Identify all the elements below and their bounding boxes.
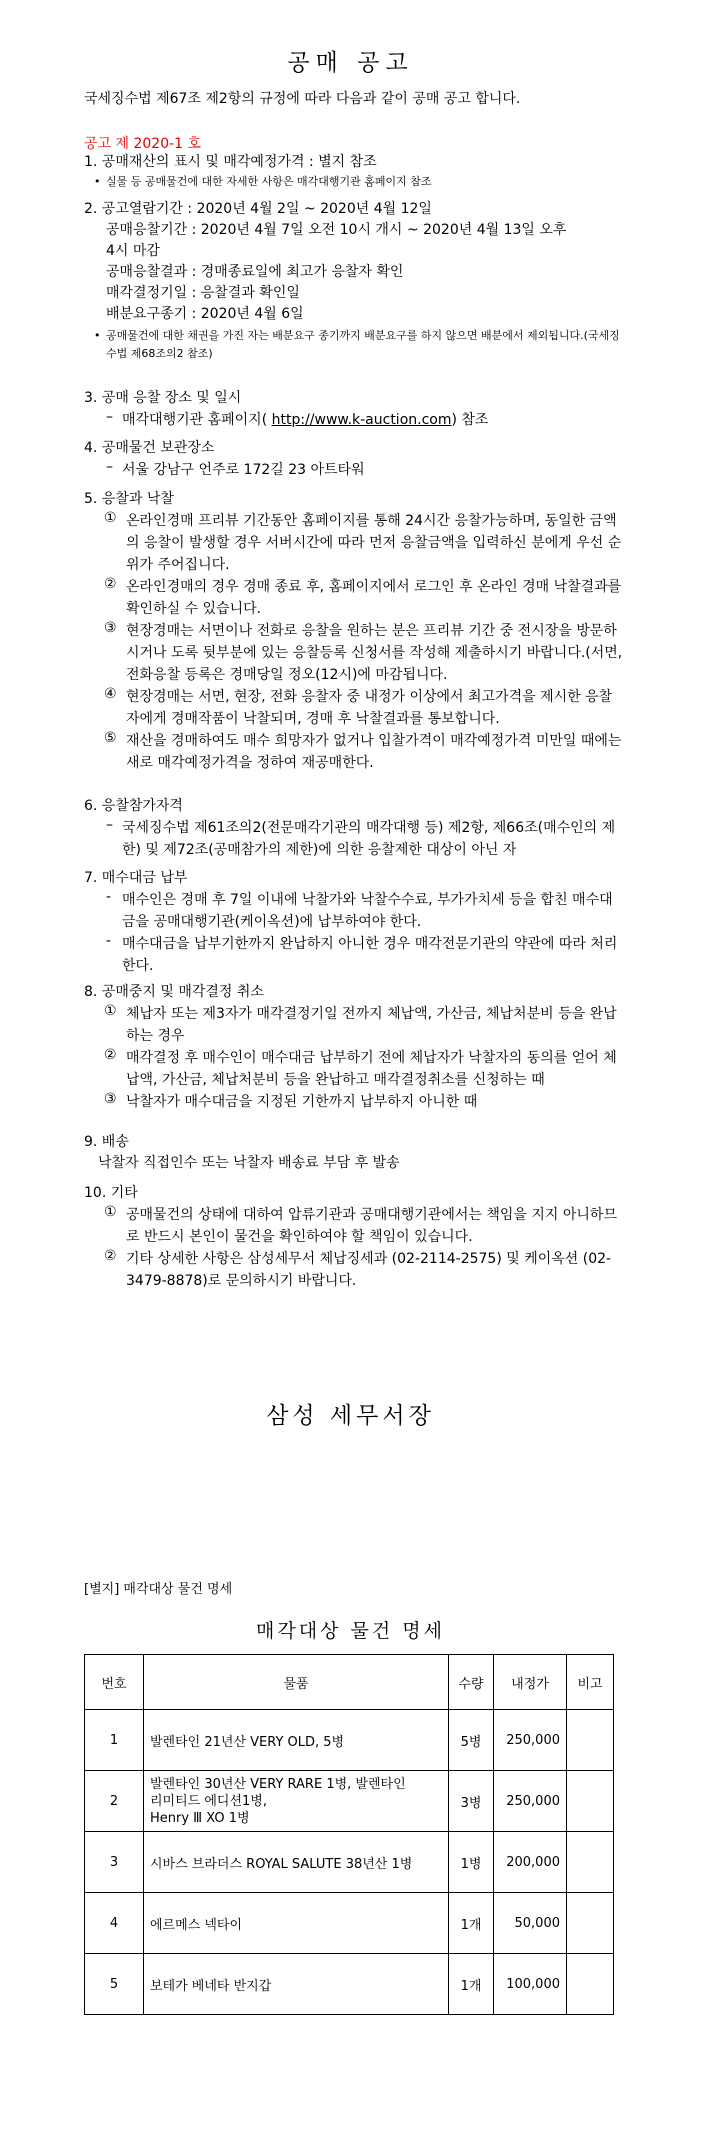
section-5-item <box>84 510 624 576</box>
cell-qty: 1개 <box>449 1893 494 1954</box>
cell-note <box>567 1832 614 1893</box>
item-marker: ② <box>104 1248 117 1264</box>
cell-item <box>144 1771 449 1832</box>
cell-item-line: Henry Ⅲ XO 1병 <box>150 1810 250 1826</box>
bid-result-line: 공매응찰결과 : 경매종료일에 최고가 응찰자 확인 <box>106 264 404 280</box>
section-5-heading: 5. 응찰과 낙찰 <box>84 491 174 507</box>
cell-price: 250,000 <box>494 1710 567 1771</box>
item-marker: ④ <box>104 686 117 702</box>
section-8-item <box>84 1047 624 1091</box>
item-text: 공매물건의 상태에 대하여 압류기관과 공매대행기관에서는 책임을 지지 아니하므로 반드시 본인이 물건을 확인하여야 할 책임이 있습니다. <box>126 1207 617 1245</box>
section-3-line: – 매각대행기관 홈페이지( http://www.k-auction.com) 참조 <box>106 409 489 428</box>
section-6 <box>84 796 624 861</box>
section-2-heading: 2. 공고열람기간 : 2020년 4월 2일 ~ 2020년 4월 12일 <box>84 201 432 217</box>
intro-text: 국세징수법 제67조 제2항의 규정에 따라 다음과 같이 공매 공고 합니다. <box>84 91 521 107</box>
item-text: 체납자 또는 제3자가 매각결정기일 전까지 체납액, 가산금, 체납처분비 등을 완납하는 경우 <box>126 1006 617 1044</box>
item-marker: ① <box>104 1003 117 1019</box>
header-qty: 수량 <box>449 1655 494 1710</box>
cell-item-line: 리미티드 에디션1병, <box>150 1793 267 1809</box>
cell-item-line: 발렌타인 21년산 VERY OLD, 5병 <box>150 1734 345 1750</box>
section-10-item <box>84 1248 624 1292</box>
item-marker: ③ <box>104 1091 117 1107</box>
notice-number: 공고 제 2020-1 호 <box>84 136 202 152</box>
cell-price: 250,000 <box>494 1771 567 1832</box>
cell-qty: 1병 <box>449 1832 494 1893</box>
section-5-item <box>84 686 624 730</box>
cell-price: 200,000 <box>494 1832 567 1893</box>
table-row <box>85 1710 614 1771</box>
section-4 <box>84 438 624 481</box>
section-7-heading: 7. 매수대금 납부 <box>84 870 188 886</box>
section-2-note: • 공매물건에 대한 채권을 가진 자는 배분요구 종기까지 배분요구를 하지 않으면 배분에서 제외됩니다.(국세징수법 제68조의2 참조) <box>84 327 624 363</box>
distribution-deadline-line: 배분요구종기 : 2020년 4월 6일 <box>106 306 304 322</box>
bid-close-line: 4시 마감 <box>106 243 160 259</box>
cell-item-line: 시바스 브라더스 ROYAL SALUTE 38년산 1병 <box>150 1856 413 1872</box>
cell-item <box>144 1954 449 2015</box>
item-text: 온라인경매의 경우 경매 종료 후, 홈페이지에서 로그인 후 온라인 경매 낙찰결과를 확인하실 수 있습니다. <box>126 579 622 617</box>
section-5-item <box>84 576 624 620</box>
item-marker: - <box>106 889 112 905</box>
section-8 <box>84 982 624 1113</box>
cell-qty: 3병 <box>449 1771 494 1832</box>
cell-item <box>144 1893 449 1954</box>
annex-title: 매각대상 물건 명세 <box>256 1620 445 1642</box>
k-auction-link[interactable]: http://www.k-auction.com <box>271 412 452 428</box>
item-text: 온라인경매 프리뷰 기간동안 홈페이지를 통해 24시간 응찰가능하며, 동일한 금액의 응찰이 발생할 경우 서버시간에 따라 먼저 응찰금액을 입력하신 분에게 우선 순위가 주어집니다. <box>126 513 622 573</box>
cell-note <box>567 1893 614 1954</box>
cell-item-line: 보테가 베네타 반지갑 <box>150 1978 272 1994</box>
cell-item <box>144 1832 449 1893</box>
storage-address: 서울 강남구 언주로 172길 23 아트타워 <box>122 462 365 478</box>
section-10-item <box>84 1204 624 1248</box>
section-3-prefix: 매각대행기관 홈페이지( <box>122 412 268 428</box>
item-text: 기타 상세한 사항은 삼성세무서 체납징세과 (02-2114-2575) 및 케이옥션 (02-3479-8878)로 문의하시기 바랍니다. <box>126 1251 612 1289</box>
section-8-heading: 8. 공매중지 및 매각결정 취소 <box>84 984 264 1000</box>
item-text: 현장경매는 서면이나 전화로 응찰을 원하는 분은 프리뷰 기간 중 전시장을 방문하시거나 도록 뒷부분에 있는 응찰등록 신청서를 작성해 제출하시기 바랍니다.(서면, 전화응찰 등록은 경매당일 정오(12시)에 마감됩니다. <box>126 623 623 683</box>
item-text: 현장경매는 서면, 현장, 전화 응찰자 중 내정가 이상에서 최고가격을 제시한 응찰자에게 경매작품이 낙찰되며, 경매 후 낙찰결과를 통보합니다. <box>126 689 613 727</box>
decision-date-line: 매각결정기일 : 응찰결과 확인일 <box>106 285 300 301</box>
item-text: 매수인은 경매 후 7일 이내에 낙찰가와 낙찰수수료, 부가가치세 등을 합친 매수대금을 공매대행기관(케이옥션)에 납부하여야 한다. <box>122 892 613 930</box>
table-row <box>85 1893 614 1954</box>
bid-period-line: 공매응찰기간 : 2020년 4월 7일 오전 10시 개시 ~ 2020년 4월 13일 오후 <box>106 222 567 238</box>
item-text: 매각결정 후 매수인이 매수대금 납부하기 전에 체납자가 낙찰자의 동의를 얻어 체납액, 가산금, 체납처분비 등을 완납하고 매각결정취소를 신청하는 때 <box>126 1050 617 1088</box>
section-1-heading: 1. 공매재산의 표시 및 매각예정가격 : 별지 참조 <box>84 154 377 170</box>
cell-item-line: 에르메스 넥타이 <box>150 1917 243 1933</box>
section-4-line: – 서울 강남구 언주로 172길 23 아트타워 <box>84 459 624 481</box>
table-row <box>85 1954 614 2015</box>
section-2-note-text: 공매물건에 대한 채권을 가진 자는 배분요구 종기까지 배분요구를 하지 않으면 배분에서 제외됩니다.(국세징수법 제68조의2 참조) <box>106 329 620 360</box>
item-marker: ⑤ <box>104 730 117 746</box>
cell-no: 2 <box>85 1771 144 1832</box>
item-marker: ③ <box>104 620 117 636</box>
section-7-item <box>84 889 624 933</box>
section-3-heading: 3. 공매 응찰 장소 및 일시 <box>84 390 242 406</box>
item-marker: ① <box>104 1204 117 1220</box>
cell-qty: 1개 <box>449 1954 494 2015</box>
cell-no: 5 <box>85 1954 144 2015</box>
table-row <box>85 1832 614 1893</box>
item-text: 매수대금을 납부기한까지 완납하지 아니한 경우 매각전문기관의 약관에 따라 처리한다. <box>122 936 618 974</box>
section-1-note: • 실물 등 공매물건에 대한 자세한 사항은 매각대행기관 홈페이지 참조 <box>84 173 624 191</box>
cell-note <box>567 1710 614 1771</box>
item-text: 재산을 경매하여도 매수 희망자가 없거나 입찰가격이 매각예정가격 미만일 때에는 새로 매각예정가격을 정하여 재공매한다. <box>126 733 622 771</box>
section-5-item <box>84 730 624 774</box>
cell-note <box>567 1954 614 2015</box>
delivery-text: 낙찰자 직접인수 또는 낙찰자 배송료 부담 후 발송 <box>98 1155 400 1171</box>
section-5 <box>84 489 624 774</box>
tax-office-signature: 삼성 세무서장 <box>266 1403 435 1429</box>
eligibility-text: 국세징수법 제61조의2(전문매각기관의 매각대행 등) 제2항, 제66조(매수인의 제한) 및 제72조(공매참가의 제한)에 의한 응찰제한 대상이 아닌 자 <box>122 820 616 858</box>
table-row <box>85 1771 614 1832</box>
section-9-heading: 9. 배송 <box>84 1134 129 1150</box>
item-marker: ② <box>104 576 117 592</box>
section-10 <box>84 1183 624 1292</box>
section-9 <box>84 1132 624 1174</box>
header-item: 물품 <box>144 1655 449 1710</box>
section-10-heading: 10. 기타 <box>84 1185 138 1201</box>
header-price: 내정가 <box>494 1655 567 1710</box>
header-no: 번호 <box>85 1655 144 1710</box>
items-table <box>84 1654 614 2015</box>
header-note: 비고 <box>567 1655 614 1710</box>
cell-price: 50,000 <box>494 1893 567 1954</box>
section-1 <box>84 152 624 191</box>
cell-price: 100,000 <box>494 1954 567 2015</box>
cell-no: 1 <box>85 1710 144 1771</box>
section-5-item <box>84 620 624 686</box>
item-marker: ② <box>104 1047 117 1063</box>
section-8-item <box>84 1003 624 1047</box>
cell-note <box>567 1771 614 1832</box>
cell-no: 4 <box>85 1893 144 1954</box>
table-header-row <box>85 1655 614 1710</box>
item-text: 낙찰자가 매수대금을 지정된 기한까지 납부하지 아니한 때 <box>126 1094 478 1110</box>
section-3 <box>84 388 624 431</box>
section-2 <box>84 199 624 363</box>
item-marker: - <box>106 933 112 949</box>
section-3-suffix: ) 참조 <box>451 412 489 428</box>
section-8-item <box>84 1091 624 1113</box>
section-4-heading: 4. 공매물건 보관장소 <box>84 440 215 456</box>
section-6-heading: 6. 응찰참가자격 <box>84 798 183 814</box>
section-1-note-text: 실물 등 공매물건에 대한 자세한 사항은 매각대행기관 홈페이지 참조 <box>106 175 432 188</box>
section-6-line: – 국세징수법 제61조의2(전문매각기관의 매각대행 등) 제2항, 제66조(매수인의 제한) 및 제72조(공매참가의 제한)에 의한 응찰제한 대상이 아닌 자 <box>84 817 624 861</box>
page-title: 공매 공고 <box>287 50 414 76</box>
cell-item <box>144 1710 449 1771</box>
cell-qty: 5병 <box>449 1710 494 1771</box>
cell-no: 3 <box>85 1832 144 1893</box>
cell-item-line: 발렌타인 30년산 VERY RARE 1병, 발렌타인 <box>150 1776 406 1792</box>
item-marker: ① <box>104 510 117 526</box>
section-7 <box>84 868 624 977</box>
annex-label: [별지] 매각대상 물건 명세 <box>84 1582 233 1597</box>
section-7-item <box>84 933 624 977</box>
